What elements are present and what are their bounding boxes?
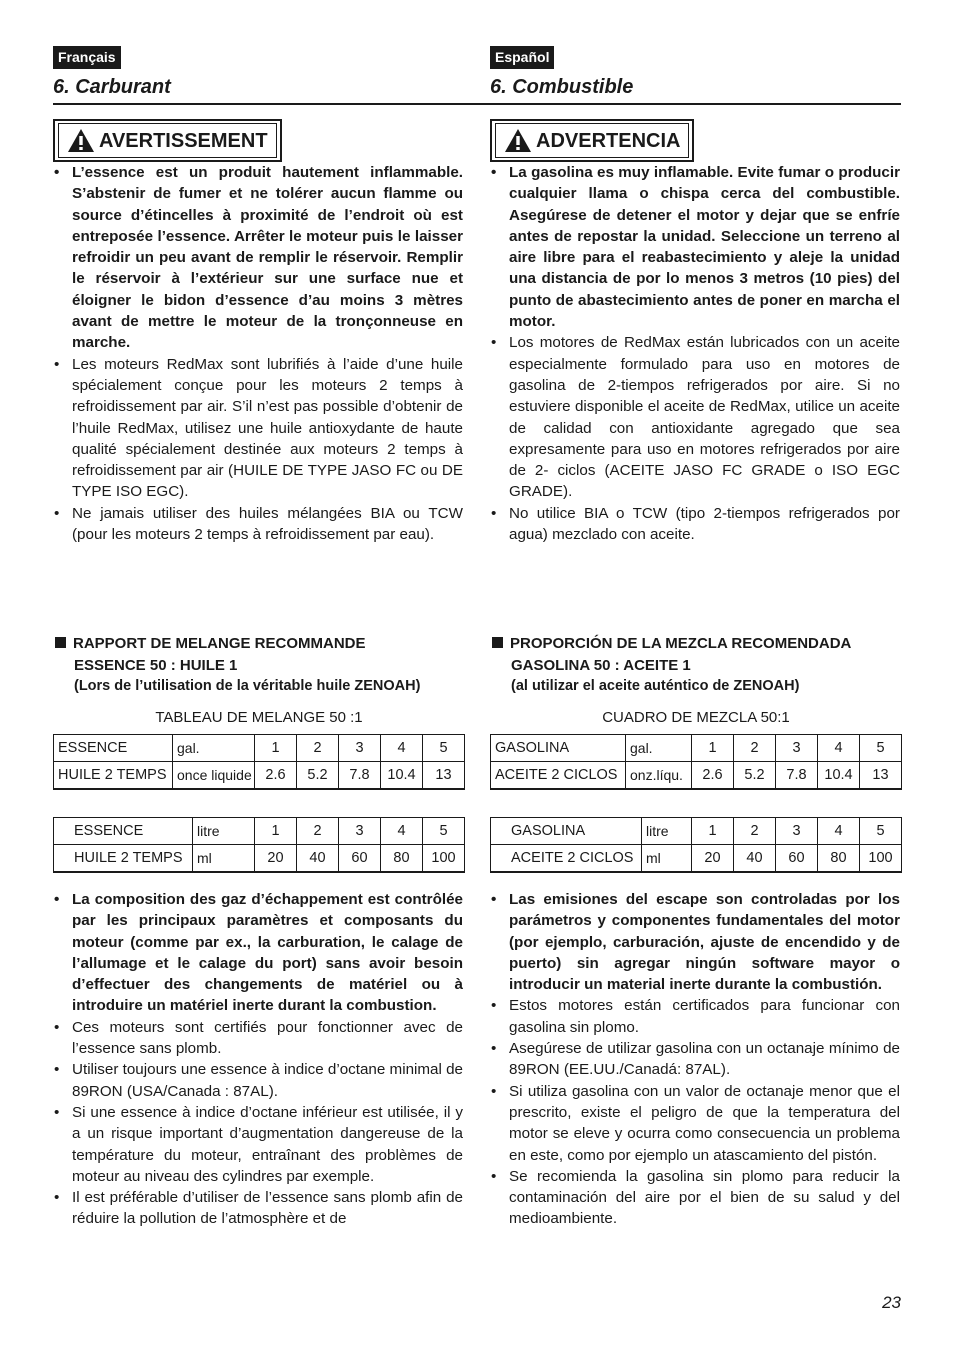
warning-box xyxy=(53,119,282,162)
row-label: ESSENCE xyxy=(54,735,173,762)
oil-list xyxy=(53,354,463,546)
table-cell: 2.6 xyxy=(255,762,297,790)
list-item: • Estos motores están certificados para funcionar con gasolina sin plomo. xyxy=(490,995,900,1038)
table-cell: 5 xyxy=(860,735,902,762)
list-item: • La gasolina es muy inflamable. Evite fumar o producir cualquier llama o chispa cerca del combustible. Asegúrese de detener el motor y dejar que se enfríe antes de repostar la unidad. Seleccione un terreno al aire libre para el reabastecimiento y aleje la unidad una distancia de por lo menos 3 metros (10 pies) del punto de abastecimiento antes de poner en marcha el motor. xyxy=(490,162,900,332)
list-item: • Las emisiones del escape son controladas por los parámetros y componentes fundamentales del motor (por ejemplo, carburación, ajuste de encendido y de puerto) sin agregar ningún software mayor o introducir un material inerte durante la combustión. xyxy=(490,889,900,995)
language-tag: Français xyxy=(53,46,121,69)
mix-ratio: GASOLINA 50 : ACEITE 1 xyxy=(511,656,691,674)
mix-table-litres xyxy=(490,817,902,873)
row-label: ACEITE 2 CICLOS xyxy=(491,762,626,790)
row-label: HUILE 2 TEMPS xyxy=(54,845,193,873)
warning-label: AVERTISSEMENT xyxy=(99,129,268,152)
table-cell: 3 xyxy=(776,735,818,762)
table-cell: 1 xyxy=(255,735,297,762)
mix-ratio: ESSENCE 50 : HUILE 1 xyxy=(74,656,238,674)
table-cell: 1 xyxy=(692,735,734,762)
table-caption: TABLEAU DE MELANGE 50 :1 xyxy=(155,709,363,726)
table-row xyxy=(491,735,902,762)
table-cell: 80 xyxy=(381,845,423,873)
table-cell: 3 xyxy=(776,818,818,845)
table-cell: 10.4 xyxy=(381,762,423,790)
table-cell: 2.6 xyxy=(692,762,734,790)
warning-list xyxy=(490,162,900,332)
row-unit: onz.líqu. xyxy=(626,762,692,790)
list-item: • Utiliser toujours une essence à indice d’octane minimal de 89RON (USA/Canada : 87AL). xyxy=(53,1059,463,1102)
square-bullet-icon xyxy=(55,637,66,648)
table-cell: 5 xyxy=(423,818,465,845)
warning-triangle-icon xyxy=(67,128,95,153)
table-cell: 40 xyxy=(734,845,776,873)
emission-list xyxy=(490,889,900,1230)
table-cell: 1 xyxy=(255,818,297,845)
table-row xyxy=(54,762,465,790)
table-cell: 2 xyxy=(297,818,339,845)
section-title: 6. Carburant xyxy=(53,76,171,98)
column-spanish xyxy=(490,46,900,545)
table-cell: 20 xyxy=(255,845,297,873)
table-cell: 4 xyxy=(381,818,423,845)
list-item: • L’essence est un produit hautement inflammable. S’abstenir de fumer et ne tolérer aucun flamme ou source d’étincelles à proximité de l’endroit où est entreposée l’essence. Arrêter le moteur puis le laisser refroidir un peu avant de remplir le réservoir. Remplir le réservoir à l’extérieur sur une surface nue et éloigner le bidon d’essence d’au moins 3 mètres avant de mettre le moteur de la tronçonneuse en marche. xyxy=(53,162,463,354)
table-cell: 5.2 xyxy=(734,762,776,790)
list-item: • No utilice BIA o TCW (tipo 2-tiempos refrigerados por agua) mezclado con aceite. xyxy=(490,503,900,546)
table-row xyxy=(54,818,465,845)
list-item: • Los motores de RedMax están lubricados con un aceite especialmente formulado para uso en motores de gasolina de 2-tiempos refrigerados por aire. Si no estuviere disponible el aceite de RedMax, utilice un aceite de calidad con antioxidante agregado que sea expresamente para uso en motores refrigerados por aire de 2- ciclos (ACEITE JASO FC GRADE o ISO EGC GRADE). xyxy=(490,332,900,502)
warning-label: ADVERTENCIA xyxy=(536,129,681,152)
page-number: 23 xyxy=(882,1293,901,1312)
table-cell: 100 xyxy=(423,845,465,873)
table-row xyxy=(54,735,465,762)
emission-list xyxy=(53,889,463,1230)
warning-box xyxy=(490,119,694,162)
mix-ratio-heading xyxy=(492,633,851,698)
table-cell: 10.4 xyxy=(818,762,860,790)
table-cell: 80 xyxy=(818,845,860,873)
list-item: • Il est préférable d’utiliser de l’essence sans plomb afin de réduire la pollution de l’atmosphère et de xyxy=(53,1187,463,1230)
mix-heading-text: RAPPORT DE MELANGE RECOMMANDE xyxy=(73,635,366,652)
list-item: • Se recomienda la gasolina sin plomo para reducir la contaminación del aire por el bien de su salud y del medioambiente. xyxy=(490,1166,900,1230)
table-cell: 2 xyxy=(734,818,776,845)
table-cell: 5 xyxy=(423,735,465,762)
table-cell: 2 xyxy=(297,735,339,762)
table-cell: 4 xyxy=(818,735,860,762)
row-label: ACEITE 2 CICLOS xyxy=(491,845,642,873)
table-row xyxy=(491,818,902,845)
table-cell: 40 xyxy=(297,845,339,873)
column-french xyxy=(53,46,463,545)
table-cell: 13 xyxy=(860,762,902,790)
table-cell: 5 xyxy=(860,818,902,845)
section-title: 6. Combustible xyxy=(490,76,634,98)
list-item: • Asegúrese de utilizar gasolina con un octanaje mínimo de 89RON (EE.UU./Canadá: 87AL). xyxy=(490,1038,900,1081)
row-unit: ml xyxy=(193,845,255,873)
table-cell: 100 xyxy=(860,845,902,873)
mix-table-gallons xyxy=(53,734,465,790)
warning-triangle-icon xyxy=(504,128,532,153)
row-unit: once liquide xyxy=(173,762,255,790)
row-unit: gal. xyxy=(626,735,692,762)
table-cell: 7.8 xyxy=(339,762,381,790)
mix-heading-text: PROPORCIÓN DE LA MEZCLA RECOMENDADA xyxy=(510,635,852,652)
mix-note: (Lors de l’utilisation de la véritable huile ZENOAH) xyxy=(74,678,421,694)
warning-list xyxy=(53,162,463,354)
table-cell: 1 xyxy=(692,818,734,845)
square-bullet-icon xyxy=(492,637,503,648)
list-item: • Ne jamais utiliser des huiles mélangées BIA ou TCW (pour les moteurs 2 temps à refroidissement par eau). xyxy=(53,503,463,546)
table-cell: 3 xyxy=(339,735,381,762)
table-row xyxy=(491,762,902,790)
table-cell: 20 xyxy=(692,845,734,873)
row-unit: gal. xyxy=(173,735,255,762)
mix-ratio-heading xyxy=(55,633,420,698)
language-tag: Español xyxy=(490,46,554,69)
table-cell: 2 xyxy=(734,735,776,762)
list-item: • Si une essence à indice d’octane inférieur est utilisée, il y a un risque important d’augmentation dangereuse de la température du moteur, entraînant des problèmes de moteur au niveau des cylindres par exemple. xyxy=(53,1102,463,1187)
table-cell: 7.8 xyxy=(776,762,818,790)
mix-table-litres xyxy=(53,817,465,873)
table-cell: 4 xyxy=(381,735,423,762)
table-cell: 4 xyxy=(818,818,860,845)
list-item: • Les moteurs RedMax sont lubrifiés à l’aide d’une huile spécialement conçue pour les moteurs 2 temps à refroidissement par air. S’il n’est pas possible d’obtenir de l’huile RedMax, utilisez une huile antioxydante de haute qualité spécialement destinée aux moteurs 2 temps à refroidissement par air (HUILE DE TYPE JASO FC ou DE TYPE ISO EGC). xyxy=(53,354,463,503)
mix-note: (al utilizar el aceite auténtico de ZENOAH) xyxy=(511,678,800,694)
row-label: GASOLINA xyxy=(491,818,642,845)
oil-list xyxy=(490,332,900,545)
row-unit: litre xyxy=(193,818,255,845)
table-cell: 5.2 xyxy=(297,762,339,790)
row-unit: litre xyxy=(642,818,692,845)
row-label: HUILE 2 TEMPS xyxy=(54,762,173,790)
table-cell: 3 xyxy=(339,818,381,845)
row-label: GASOLINA xyxy=(491,735,626,762)
row-label: ESSENCE xyxy=(54,818,193,845)
table-cell: 60 xyxy=(776,845,818,873)
list-item: • Ces moteurs sont certifiés pour fonctionner avec de l’essence sans plomb. xyxy=(53,1017,463,1060)
table-caption: CUADRO DE MEZCLA 50:1 xyxy=(602,709,790,726)
mix-table-gallons xyxy=(490,734,902,790)
table-cell: 60 xyxy=(339,845,381,873)
list-item: • La composition des gaz d’échappement est contrôlée par les principaux paramètres et composants du moteur (comme par ex., la carburation, le calage de l’allumage et le calage du port) sans avoir besoin d’effectuer des changements de matériel ou à introduire un matériel inerte durant la combustion. xyxy=(53,889,463,1017)
list-item: • Si utiliza gasolina con un valor de octanaje menor que el prescrito, existe el peligro de que la temperatura del motor se eleve y ocurra como consecuencia un problema en este, como por ejemplo un atascamiento del pistón. xyxy=(490,1081,900,1166)
table-cell: 13 xyxy=(423,762,465,790)
table-row xyxy=(54,845,465,873)
table-row xyxy=(491,845,902,873)
row-unit: ml xyxy=(642,845,692,873)
